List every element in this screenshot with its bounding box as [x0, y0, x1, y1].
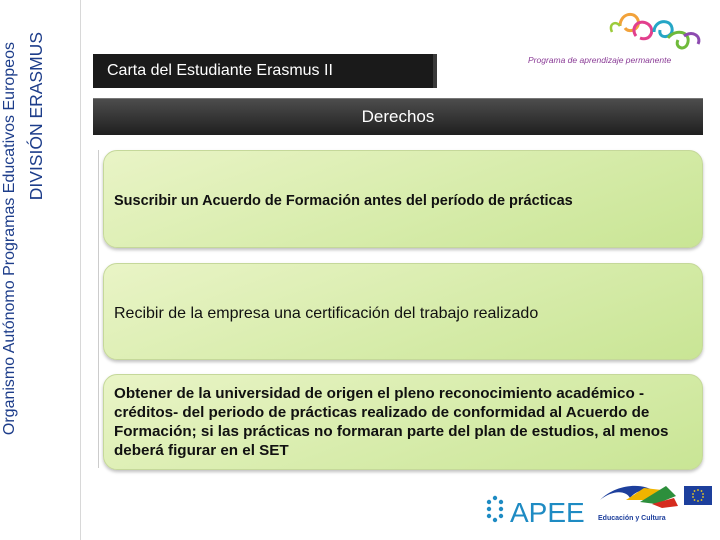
decorative-line: [98, 150, 99, 468]
right-item-text: Suscribir un Acuerdo de Formación antes del período de prácticas: [114, 193, 573, 209]
edu-text: Educación y Cultura: [598, 515, 666, 522]
apee-text: APEE: [510, 497, 585, 528]
eu-flag-icon: [684, 486, 712, 505]
sidebar: [0, 0, 81, 540]
lifelong-learning-logo: [508, 2, 708, 68]
right-item-1: [103, 150, 703, 248]
right-item-text: Recibir de la empresa una certificación del trabajo realizado: [114, 305, 539, 322]
education-culture-logo: [596, 478, 680, 528]
page-title: Carta del Estudiante Erasmus II: [93, 54, 437, 88]
right-item-3: [103, 374, 703, 470]
division-name: DIVISIÓN ERASMUS: [26, 32, 46, 201]
apee-logo: [483, 488, 593, 532]
right-item-text: Obtener de la universidad de origen el pleno reconocimiento académico -créditos- del periodo de prácticas realizado de conformidad al Acuerdo de Formación; si las prácticas no formaran parte del plan de estudios, al menos deberá figurar en el SET: [114, 385, 669, 459]
logo-caption: Programa de aprendizaje permanente: [528, 55, 672, 65]
apee-dots-icon: [487, 496, 503, 522]
section-title: Derechos: [361, 107, 435, 126]
organization-name: Organismo Autónomo Programas Educativos Europeos: [1, 42, 18, 436]
right-item-2: [103, 263, 703, 360]
section-header: [93, 98, 703, 135]
sidebar-text: [0, 0, 80, 540]
